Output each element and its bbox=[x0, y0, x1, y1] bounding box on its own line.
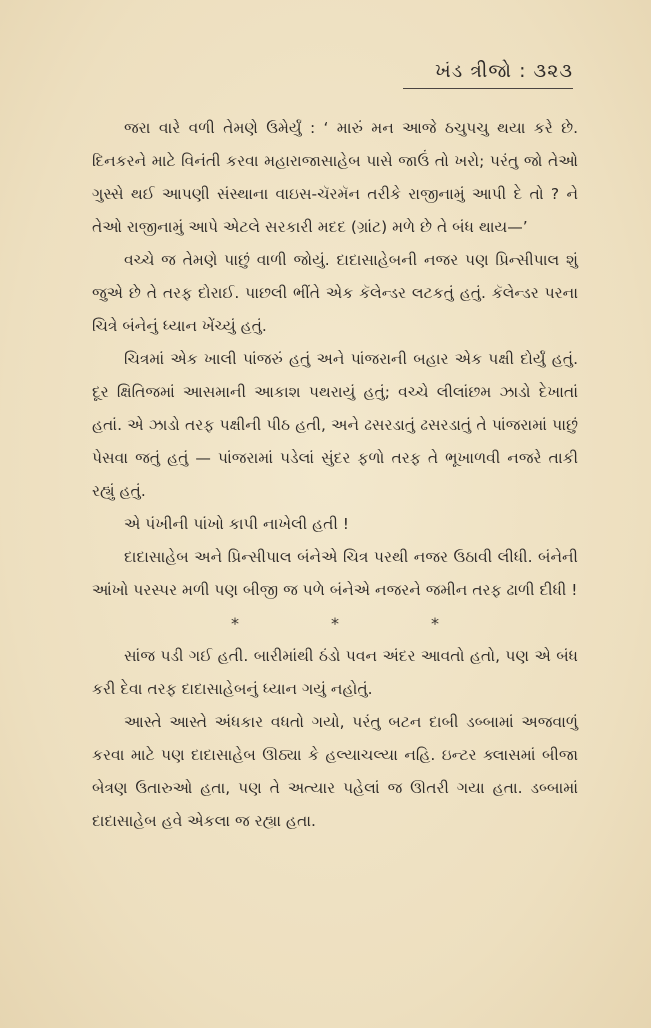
chapter-page-number: ખંડ ત્રીજો : ૩૨૩ bbox=[435, 60, 573, 82]
paragraph: આસ્તે આસ્તે અંધકાર વધતો ગયો, પરંતુ બટન દાબી ડબ્બામાં અજવાળું કરવા માટે પણ દાદાસાહેબ ઊઠ્યા કે હલ્યાચલ્યા નહિ. ઇન્ટર ક્લાસમાં બીજા બેત્રણ ઉતારુઓ હતા, પણ તે અત્યાર પહેલાં જ ઊતરી ગયા હતા. ડબ્બામાં દાદાસાહેબ હવે એકલા જ રહ્યા હતા. bbox=[92, 713, 578, 830]
paragraph: જરા વારે વળી તેમણે ઉમેર્યું : ‘ મારું મન આજે ઠચુપચુ થયા કરે છે. દિનકરને માટે વિનંતી કરવા મહારાજાસાહેબ પાસે જાઉં તો ખરો; પરંતુ જો તેઓ ગુસ્સે થઈ આપણી સંસ્થાના વાઇસ-ચૅરમૅન તરીકે રાજીનામું આપી દે તો ? ને તેઓ રાજીનામું આપે એટલે સરકારી મદદ (ગ્રાંટ) મળે છે તે બંધ થાય—’ bbox=[92, 119, 578, 236]
paragraph: સાંજ પડી ગઈ હતી. બારીમાંથી ઠંડો પવન અંદર આવતો હતો, પણ એ બંધ કરી દેવા તરફ દાદાસાહેબનું ધ્યાન ગયું નહોતું. bbox=[92, 647, 578, 698]
paragraph: એ પંખીની પાંખો કાપી નાખેલી હતી ! bbox=[124, 515, 350, 533]
paragraph: વચ્ચે જ તેમણે પાછું વાળી જોયું. દાદાસાહેબની નજર પણ પ્રિન્સીપાલ શું જુએ છે તે તરફ દોરાઈ. પાછલી ભીંતે એક કૅલેન્ડર લટકતું હતું. કૅલેન્ડર પરના ચિત્રે બંનેનું ધ્યાન ખેંચ્યું હતું. bbox=[92, 251, 578, 335]
asterisk: * bbox=[431, 614, 439, 633]
section-separator bbox=[185, 607, 485, 640]
paragraph: દાદાસાહેબ અને પ્રિન્સીપાલ બંનેએ ચિત્ર પરથી નજર ઉઠાવી લીધી. બંનેની આંખો પરસ્પર મળી પણ બીજી જ પળે બંનેએ નજરને જમીન તરફ ઢાળી દીધી ! bbox=[92, 548, 578, 599]
page-body bbox=[92, 112, 578, 838]
header-underline bbox=[403, 88, 573, 89]
paragraph: ચિત્રમાં એક ખાલી પાંજરું હતું અને પાંજરાની બહાર એક પક્ષી દોર્યું હતું. દૂર ક્ષિતિજમાં આસમાની આકાશ પથરાયું હતું; વચ્ચે લીલાંછમ ઝાડો દેખાતાં હતાં. એ ઝાડો તરફ પક્ષીની પીઠ હતી, અને ઢસરડાતું ઢસરડાતું તે પાંજરામાં પાછું પેસવા જતું હતું — પાંજરામાં પડેલાં સુંદર ફળો તરફ તે ભૂખાળવી નજરે તાકી રહ્યું હતું. bbox=[92, 350, 578, 500]
asterisk: * bbox=[231, 614, 239, 633]
asterisk: * bbox=[331, 614, 339, 633]
page-header bbox=[403, 60, 573, 89]
